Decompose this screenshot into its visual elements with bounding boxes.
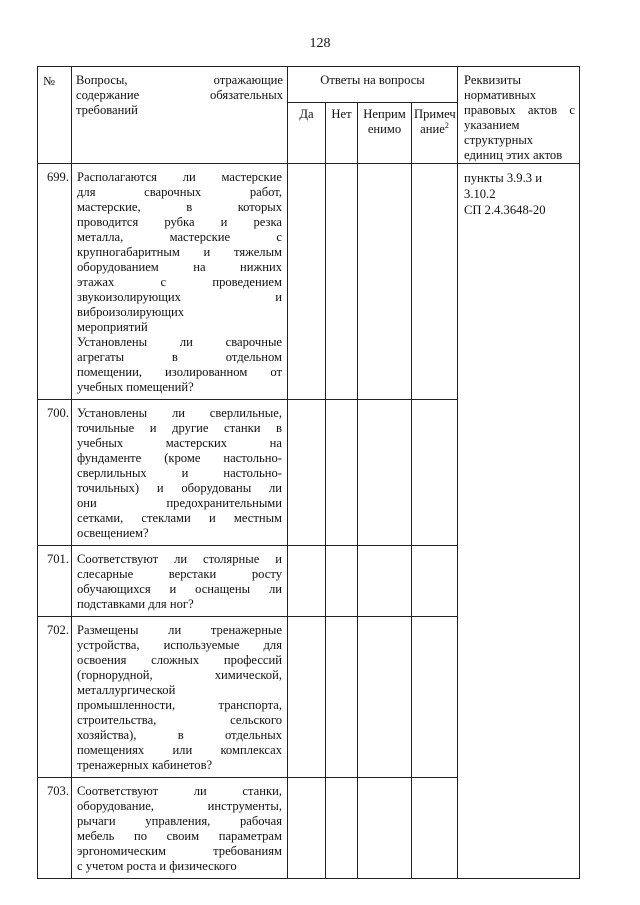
header-question-line: Вопросы, отражающие [76,73,283,87]
question-text [72,546,288,617]
text-line: точильные и другие станки в [77,421,282,435]
text-line: виброизолирующих [77,305,185,319]
header-answers: Ответы на вопросы [288,67,458,103]
text-line: Размещены ли тренажерные [77,623,282,637]
text-line: рычаги управления, рабочая [77,814,282,828]
answer-note-cell[interactable] [412,778,458,879]
row-number: 701. [38,546,72,617]
text-line: этажах с проведением [77,275,282,289]
text-line: учебных мастерских на [77,436,282,450]
header-question-line: требований [76,103,138,117]
text-line: сетками, стеклами и местным [77,511,282,525]
reference-line: СП 2.4.3648-20 [464,203,546,217]
text-line: подставками для ног? [77,597,194,611]
header-no: Нет [326,103,358,164]
row-number: 699. [38,164,72,400]
question-text [72,164,288,400]
header-requisites-line: указанием структурных [464,118,534,147]
text-line: строительства, сельского [77,713,282,727]
answer-no-cell[interactable] [326,617,358,778]
header-requisites [458,67,580,164]
text-line: Соответствуют ли столярные и [77,552,282,566]
text-line: слесарные верстаки росту [77,567,282,581]
text-line: учебных помещений? [77,380,194,394]
header-requisites-line: правовых актов с [464,103,576,117]
answer-not-applicable-cell[interactable] [358,778,412,879]
header-note-line [414,107,455,122]
text-line: промышленности, транспорта, [77,698,282,712]
footnote-marker: 2 [444,121,449,131]
text-line: точильных) и оборудованы ли [77,481,282,495]
answer-note-cell[interactable] [412,400,458,546]
header-note-line [414,122,455,137]
answer-no-cell[interactable] [326,546,358,617]
header-number: № [38,67,72,164]
text-line: Установлены ли сварочные [77,335,282,349]
text-line: крупногабаритным и тяжелым [77,245,282,259]
text-line: помещении, изолированном от [77,365,282,379]
text-line: Соответствуют ли станки, [77,784,282,798]
answer-no-cell[interactable] [326,778,358,879]
text-line: устройства, используемые для [77,638,282,652]
text-line: с учетом роста и физического [77,859,237,873]
text-line: звукоизолирующих и [77,290,282,304]
header-not-applicable-line: Неприм [363,107,406,122]
text-line: металлургической [77,683,176,697]
text-line: сверлильных и настольно- [77,466,282,480]
checklist-table [37,66,580,879]
answer-not-applicable-cell[interactable] [358,164,412,400]
reference-line: пункты 3.9.3 и 3.10.2 [464,171,542,201]
answer-no-cell[interactable] [326,164,358,400]
text-line: фундаменте (кроме настольно- [77,451,282,465]
question-text [72,400,288,546]
header-row [38,67,580,103]
text-line: обучающихся и оснащены ли [77,582,282,596]
answer-not-applicable-cell[interactable] [358,400,412,546]
text-line: агрегаты в отдельном [77,350,282,364]
answer-not-applicable-cell[interactable] [358,617,412,778]
text-line: хозяйства), в отдельных [77,728,282,742]
answer-note-cell[interactable] [412,617,458,778]
answer-note-cell[interactable] [412,164,458,400]
text-line: оборудование, инструменты, [77,799,282,813]
header-question-line: содержание обязательных [76,88,283,102]
text-line: проводится рубка и резка [77,215,282,229]
text-line: освоения сложных профессий [77,653,282,667]
header-note-text: Примеч [414,107,456,122]
answer-yes-cell[interactable] [288,778,326,879]
text-line: эргономическим требованиям [77,844,282,858]
question-text [72,617,288,778]
row-number: 703. [38,778,72,879]
text-line: помещениях или комплексах [77,743,282,757]
header-requisites-line: единиц этих актов [464,148,563,162]
answer-yes-cell[interactable] [288,400,326,546]
row-number: 702. [38,617,72,778]
text-line: мебель по своим параметрам [77,829,282,843]
answer-note-cell[interactable] [412,546,458,617]
header-not-applicable [358,103,412,164]
text-line: Располагаются ли мастерские [77,170,282,184]
legal-reference [458,164,580,879]
text-line: тренажерных кабинетов? [77,758,213,772]
answer-no-cell[interactable] [326,400,358,546]
page-number: 128 [309,36,331,51]
table-body [38,164,580,879]
text-line: Установлены ли сверлильные, [77,406,282,420]
header-yes: Да [288,103,326,164]
text-line: для сварочных работ, [77,185,282,199]
text-line: оборудованием на нижних [77,260,282,274]
header-not-applicable-line: енимо [367,122,402,137]
header-questions [72,67,288,164]
text-line: металла, мастерские с [77,230,282,244]
row-number: 700. [38,400,72,546]
table-row [38,164,580,400]
answer-not-applicable-cell[interactable] [358,546,412,617]
text-line: (горнорудной, химической, [77,668,282,682]
question-text [72,778,288,879]
text-line: мероприятий [77,320,148,334]
text-line: освещением? [77,526,149,540]
header-note-text: ание [420,122,445,137]
header-requisites-line: Реквизиты нормативных [464,73,536,102]
answer-yes-cell[interactable] [288,617,326,778]
answer-yes-cell[interactable] [288,546,326,617]
text-line: мастерские, в которых [77,200,282,214]
text-line: они предохранительными [77,496,282,510]
header-note [412,103,458,164]
answer-yes-cell[interactable] [288,164,326,400]
